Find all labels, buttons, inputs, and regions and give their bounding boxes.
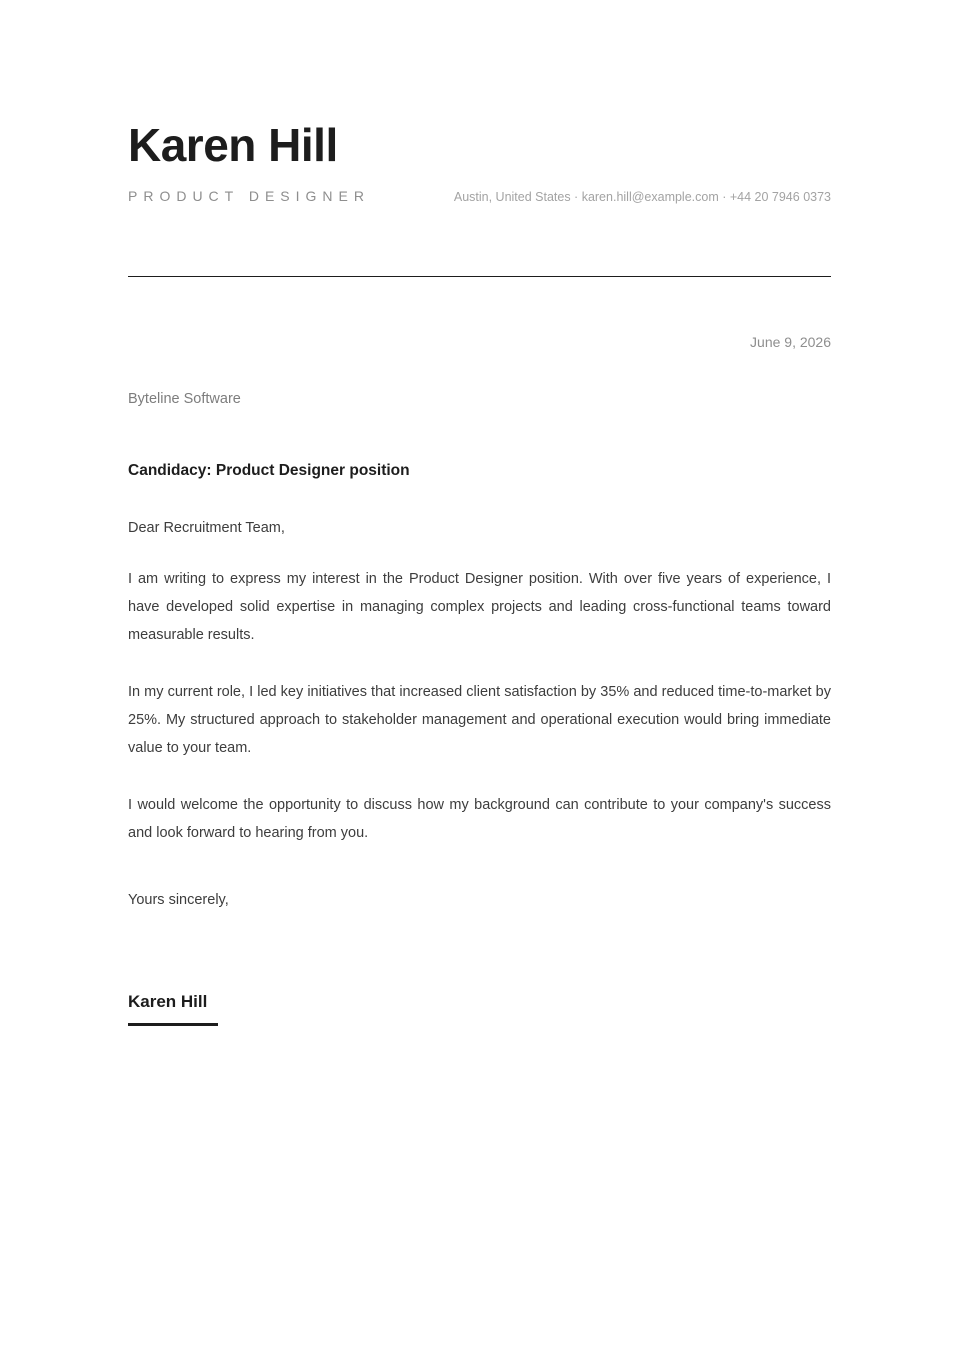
letter-subject: Candidacy: Product Designer position xyxy=(128,462,410,479)
candidate-job-title: PRODUCT DESIGNER xyxy=(128,188,370,204)
candidate-name: Karen Hill xyxy=(128,119,338,171)
header-sub-row xyxy=(128,188,831,204)
letter-date: June 9, 2026 xyxy=(750,334,831,350)
header-divider xyxy=(128,276,831,277)
contact-info: Austin, United States · karen.hill@example.com · +44 20 7946 0373 xyxy=(453,190,831,204)
signature-underline xyxy=(128,1023,218,1026)
body-paragraph-1: I am writing to express my interest in the Product Designer position. With over five years of experience, I have developed solid expertise in managing complex projects and leading cross-functional teams toward measurable results. xyxy=(128,571,831,643)
body-paragraph-3: I would welcome the opportunity to discuss how my background can contribute to your company's success and look forward to hearing from you. xyxy=(128,797,831,841)
letter-header xyxy=(128,119,831,204)
body-paragraph-2: In my current role, I led key initiatives that increased client satisfaction by 35% and reduced time-to-market by 25%. My structured approach to stakeholder management and operational execution would bring immediate value to your team. xyxy=(128,684,831,756)
recipient-company: Byteline Software xyxy=(128,391,241,407)
signature-name: Karen Hill xyxy=(128,992,208,1011)
closing-phrase: Yours sincerely, xyxy=(128,892,229,908)
salutation: Dear Recruitment Team, xyxy=(128,520,285,536)
